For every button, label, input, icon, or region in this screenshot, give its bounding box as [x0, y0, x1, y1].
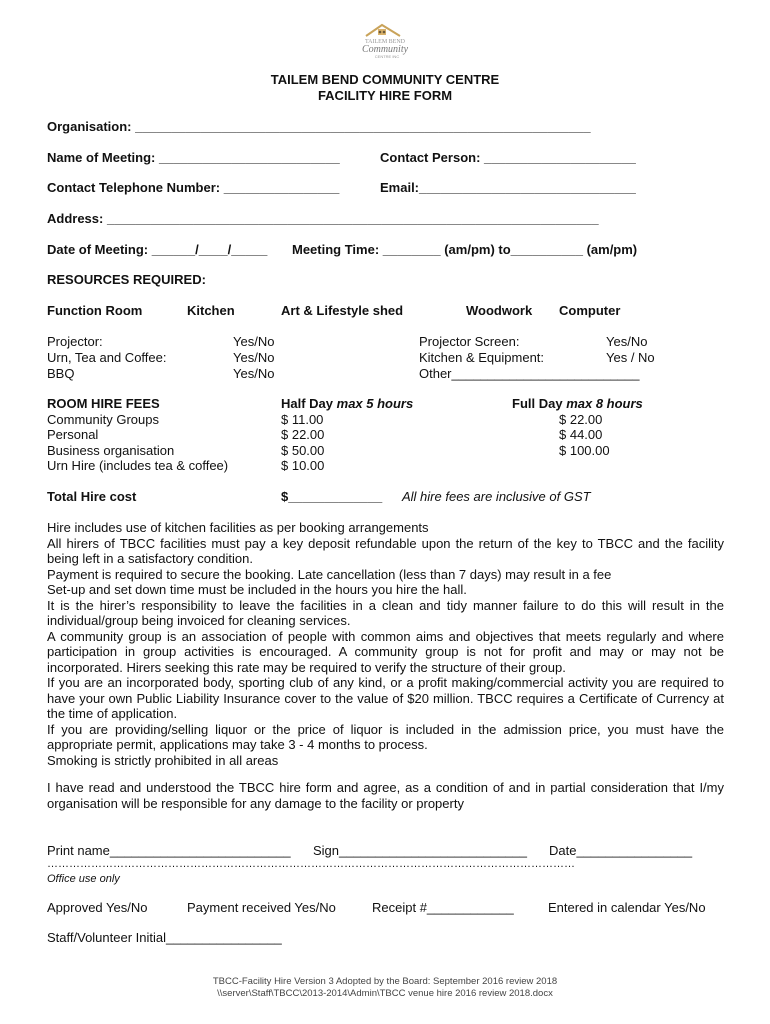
- full-day-heading: [512, 396, 643, 411]
- meeting-time-field[interactable]: Meeting Time: ________ (am/pm) to__________ (am/pm): [292, 242, 638, 257]
- room-kitchen[interactable]: Kitchen: [187, 303, 235, 318]
- payment-received-field[interactable]: Payment received Yes/No: [187, 900, 336, 915]
- projector-choice[interactable]: Yes/No: [233, 334, 275, 349]
- term-item: Payment is required to secure the booking. Late cancellation (less than 7 days) may result in a fee: [47, 566, 612, 582]
- svg-text:CENTRE INC: CENTRE INC: [374, 54, 400, 59]
- sign-field[interactable]: Sign__________________________: [313, 843, 527, 858]
- term-item: If you are providing/selling liquor or the price of liquor is included in the admission price, you must have the appropriate permit, applications may take 3 - 4 months to process.: [47, 721, 724, 752]
- term-item: Set-up and set down time must be included in the hours you hire the hall.: [47, 582, 467, 597]
- approved-field[interactable]: Approved Yes/No: [47, 900, 148, 915]
- term-item: If you are an incorporated body, sporting club of any kind, or a profit making/commercial activity you are required to have your own Public Liability Insurance cover to the value of $20 million. TBCC requires a Certificate of Currency at the time of application.: [47, 675, 724, 721]
- contact-phone-field[interactable]: Contact Telephone Number: ________________: [47, 180, 340, 195]
- half-day-heading: [281, 396, 413, 411]
- terms-block: [47, 520, 724, 768]
- term-item: All hirers of TBCC facilities must pay a key deposit refundable upon the return of the key to TBCC and the facility being left in a satisfactory condition.: [47, 535, 724, 566]
- term-item: A community group is an association of people with common aims and objectives that meets regularly and where participation in group activities is encouraged. A community group is not for profit and may or may not be incorporated. Hirers seeking this rate may be required to verify the structure of their group.: [47, 628, 724, 675]
- name-of-meeting-field[interactable]: Name of Meeting: _________________________: [47, 150, 340, 165]
- resources-heading: RESOURCES REQUIRED:: [47, 272, 206, 287]
- contact-person-field[interactable]: Contact Person: _____________________: [380, 150, 636, 165]
- form-org-title: TAILEM BEND COMMUNITY CENTRE: [270, 72, 500, 87]
- room-woodwork[interactable]: Woodwork: [466, 303, 533, 318]
- bbq-label: BBQ: [47, 366, 75, 381]
- projector-screen-choice[interactable]: Yes/No: [606, 334, 648, 349]
- print-name-field[interactable]: Print name_________________________: [47, 843, 291, 858]
- fee-full-day: $ 22.00: [559, 412, 603, 427]
- date-field[interactable]: Date________________: [549, 843, 693, 858]
- gst-note: All hire fees are inclusive of GST: [402, 489, 591, 504]
- address-field[interactable]: Address: ____________________________________________________________________: [47, 211, 599, 226]
- room-hire-fees-heading: ROOM HIRE FEES: [47, 396, 160, 411]
- fee-half-day: $ 50.00: [281, 443, 325, 458]
- entered-in-calendar-field[interactable]: Entered in calendar Yes/No: [548, 900, 706, 915]
- organisation-field[interactable]: Organisation: _______________________________________________________________: [47, 119, 591, 134]
- community-centre-logo: [352, 20, 416, 60]
- urn-tea-coffee-label: Urn, Tea and Coffee:: [47, 350, 167, 365]
- other-resource-field[interactable]: Other__________________________: [419, 366, 640, 381]
- full-day-label: Full Day: [512, 396, 567, 411]
- date-of-meeting-field[interactable]: Date of Meeting: ______/____/_____: [47, 242, 268, 257]
- urn-tea-coffee-choice[interactable]: Yes/No: [233, 350, 275, 365]
- term-item: Hire includes use of kitchen facilities as per booking arrangements: [47, 520, 429, 535]
- staff-initial-field[interactable]: Staff/Volunteer Initial________________: [47, 930, 282, 945]
- total-hire-cost-field[interactable]: $_____________: [281, 489, 383, 504]
- fee-row-label: Urn Hire (includes tea & coffee): [47, 458, 229, 473]
- fee-row-label: Business organisation: [47, 443, 175, 458]
- total-hire-cost-label: Total Hire cost: [47, 489, 137, 504]
- form-title: FACILITY HIRE FORM: [317, 88, 453, 103]
- svg-text:TAILEM BEND: TAILEM BEND: [364, 39, 406, 45]
- bbq-choice[interactable]: Yes/No: [233, 366, 275, 381]
- declaration-text: I have read and understood the TBCC hire form and agree, as a condition of and in partial consideration that I/my organisation will be responsible for any damage to the facility or property: [47, 780, 724, 811]
- fee-half-day: $ 22.00: [281, 427, 325, 442]
- kitchen-equipment-choice[interactable]: Yes / No: [606, 350, 655, 365]
- room-function-room[interactable]: Function Room: [47, 303, 143, 318]
- room-art-lifestyle-shed[interactable]: Art & Lifestyle shed: [281, 303, 404, 318]
- half-day-note: max 5 hours: [336, 396, 414, 411]
- fee-row-label: Community Groups: [47, 412, 159, 427]
- office-divider: ………………………………………………………………………………………………………………………………: [47, 858, 575, 870]
- fee-row-label: Personal: [47, 427, 99, 442]
- fee-half-day: $ 10.00: [281, 458, 325, 473]
- fee-full-day: $ 44.00: [559, 427, 603, 442]
- term-item: It is the hirer’s responsibility to leave the facilities in a clean and tidy manner failure to do this will result in the individual/group being invoiced for cleaning services.: [47, 597, 724, 628]
- receipt-number-field[interactable]: Receipt #____________: [372, 900, 514, 915]
- half-day-label: Half Day: [281, 396, 337, 411]
- email-field[interactable]: Email:______________________________: [380, 180, 636, 195]
- term-item: Smoking is strictly prohibited in all areas: [47, 752, 279, 768]
- kitchen-equipment-label: Kitchen & Equipment:: [419, 350, 545, 365]
- projector-label: Projector:: [47, 334, 103, 349]
- footer-file-path: \\server\Staff\TBCC\2013-2014\Admin\TBCC venue hire 2016 review 2018.docx: [217, 988, 553, 999]
- fee-full-day: $ 100.00: [559, 443, 610, 458]
- room-computer[interactable]: Computer: [559, 303, 621, 318]
- office-use-label: Office use only: [47, 873, 120, 885]
- svg-text:Community: Community: [361, 44, 409, 55]
- full-day-note: max 8 hours: [566, 396, 643, 411]
- projector-screen-label: Projector Screen:: [419, 334, 520, 349]
- fee-half-day: $ 11.00: [281, 412, 324, 427]
- footer-version: TBCC-Facility Hire Version 3 Adopted by the Board: September 2016 review 2018: [212, 976, 558, 987]
